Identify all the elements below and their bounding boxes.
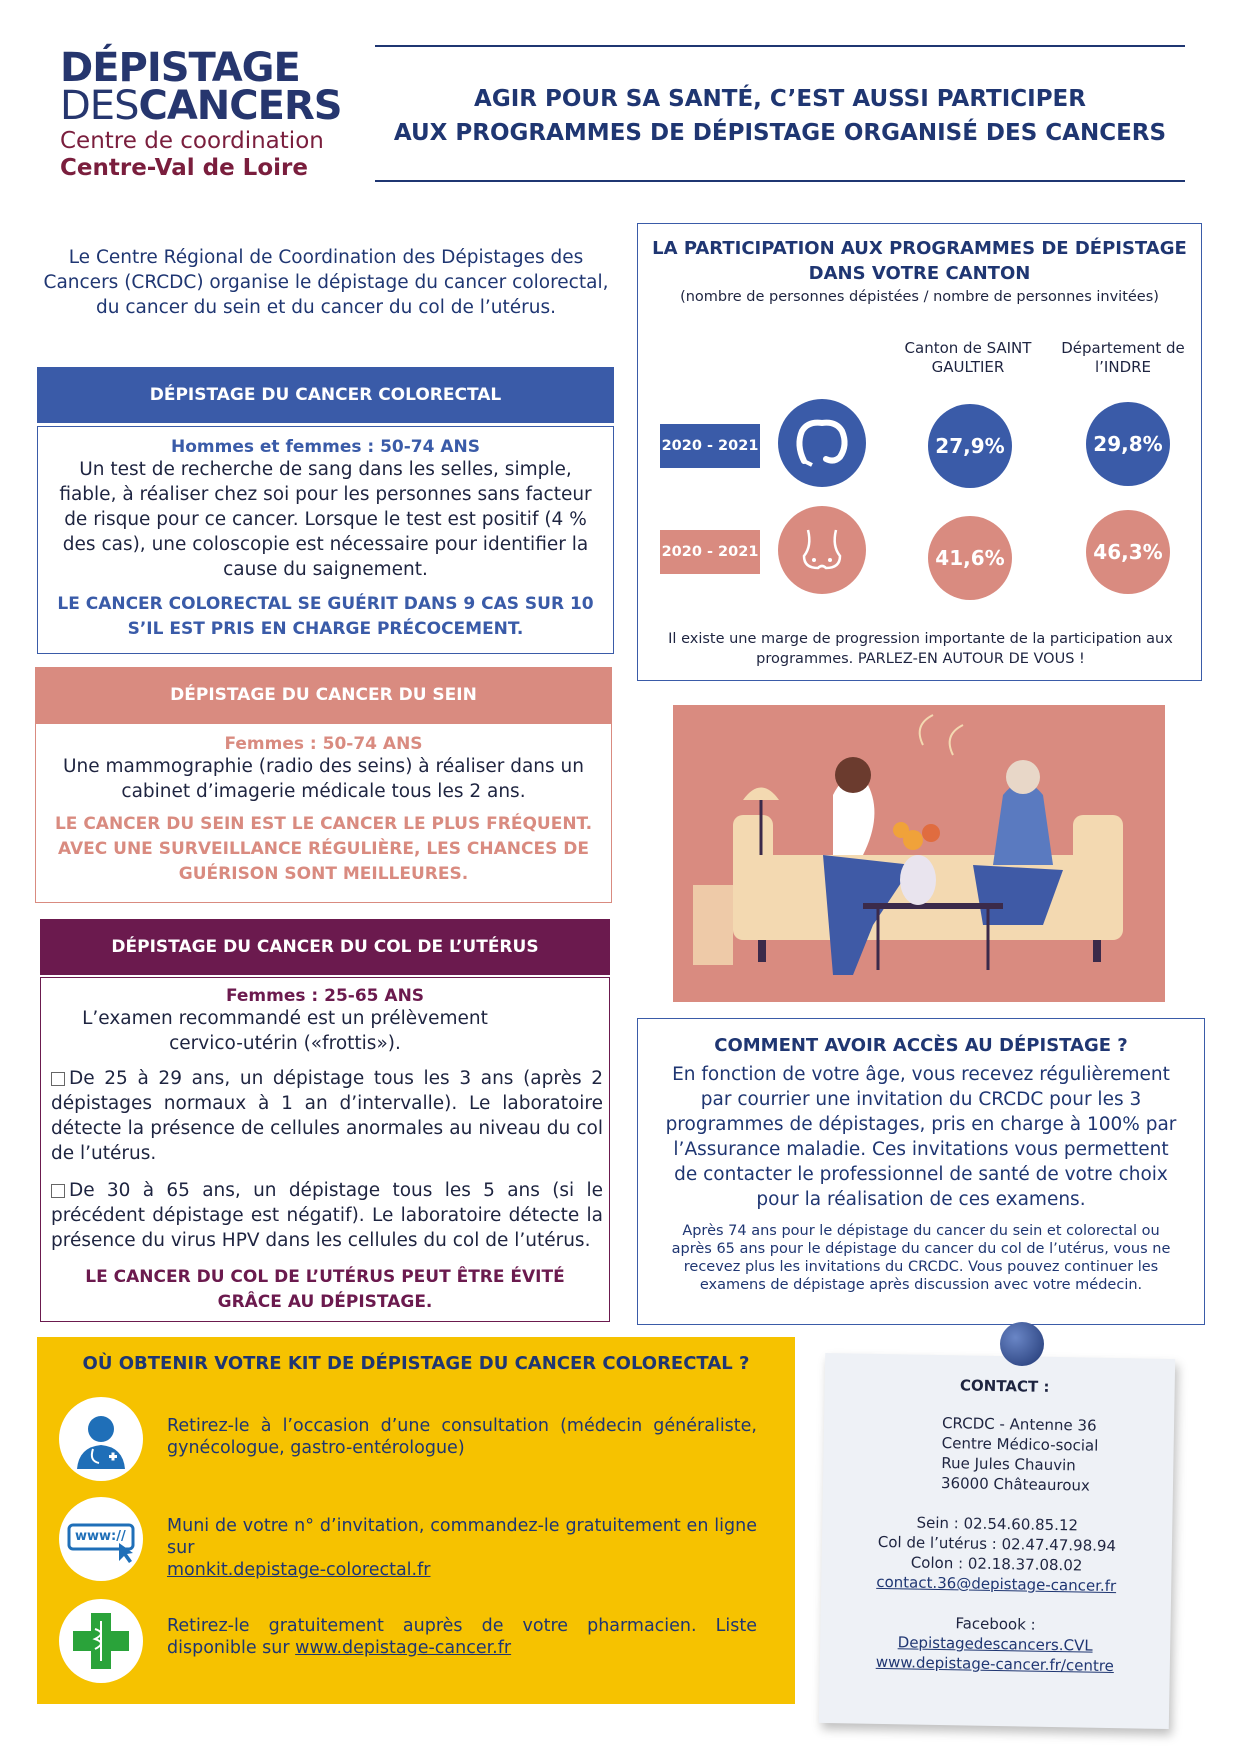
sein-title: DÉPISTAGE DU CANCER DU SEIN xyxy=(35,667,612,723)
logo-line-3: Centre de coordination xyxy=(60,128,324,154)
headline-line-1: AGIR POUR SA SANTÉ, C’EST AUSSI PARTICIPER xyxy=(474,86,1086,112)
contact-address: CRCDC - Antenne 36 Centre Médico-social Rue Jules Chauvin 36000 Châteauroux xyxy=(940,1414,1099,1495)
sein-box xyxy=(35,723,612,903)
kit-item-doctor: Retirez-le à l’occasion d’une consultation (médecin généraliste, gynécologue, gastro-entérologue) xyxy=(167,1416,757,1458)
checkbox-icon xyxy=(51,1184,65,1198)
col-audience: Femmes : 25-65 ANS xyxy=(225,986,425,1006)
pharmacy-icon xyxy=(59,1599,143,1683)
colorectal-note: LE CANCER COLORECTAL SE GUÉRIT DANS 9 CAS SUR 10 S’IL EST PRIS EN CHARGE PRÉCOCEMENT. xyxy=(57,594,594,639)
facebook-link[interactable]: Depistagedescancers.CVL xyxy=(897,1633,1093,1655)
web-icon xyxy=(59,1497,143,1581)
col-paragraph-2: De 30 à 65 ans, un dépistage tous les 5 ans (si le précédent dépistage est négatif). Le laboratoire détecte la présence du virus HPV dans les cellules du col de l’utérus. xyxy=(51,1180,603,1251)
canton-value: 41,6% xyxy=(928,516,1012,600)
checkbox-icon xyxy=(51,1072,65,1086)
doctor-icon xyxy=(59,1397,143,1481)
kit-panel xyxy=(37,1337,795,1704)
contact-note xyxy=(819,1353,1175,1729)
access-body: En fonction de votre âge, vous recevez régulièrement par courrier une invitation du CRCDC pour les 3 programmes de dépistages, pris en charge à 100% par l’Assurance maladie. Ces invitations vous permettent de contacter le professionnel de santé de votre choix pour la réalisation de ces examens. xyxy=(665,1064,1177,1210)
logo-line-4: Centre-Val de Loire xyxy=(60,155,308,181)
headline-line-2: AUX PROGRAMMES DE DÉPISTAGE ORGANISÉ DES CANCERS xyxy=(393,120,1167,146)
colorectal-audience: Hommes et femmes : 50-74 ANS xyxy=(170,437,481,457)
colorectal-title: DÉPISTAGE DU CANCER COLORECTAL xyxy=(37,367,614,423)
kit-title: OÙ OBTENIR VOTRE KIT DE DÉPISTAGE DU CANCER COLORECTAL ? xyxy=(82,1353,750,1374)
col-title: DÉPISTAGE DU CANCER DU COL DE L’UTÉRUS xyxy=(40,919,610,975)
contact-social: Facebook : Depistagedescancers.CVL www.depistage-cancer.fr/centre xyxy=(875,1614,1115,1676)
pushpin-icon xyxy=(1000,1322,1044,1366)
column-canton: Canton de SAINT GAULTIER xyxy=(904,339,1032,376)
departement-value: 29,8% xyxy=(1086,402,1170,486)
period-badge: 2020 - 2021 xyxy=(660,530,760,574)
logo-line-1: DÉPISTAGE xyxy=(60,45,300,91)
contact-title: CONTACT : xyxy=(959,1376,1050,1396)
intro-text: Le Centre Régional de Coordination des Dépistages des Cancers (CRCDC) organise le dépistage du cancer colorectal, du cancer du sein et du cancer du col de l’utérus. xyxy=(43,247,609,318)
monkit-link[interactable]: monkit.depistage-colorectal.fr xyxy=(167,1560,431,1580)
period-badge: 2020 - 2021 xyxy=(660,424,760,468)
departement-value: 46,3% xyxy=(1086,510,1170,594)
col-note: LE CANCER DU COL DE L’UTÉRUS PEUT ÊTRE ÉVITÉ GRÂCE AU DÉPISTAGE. xyxy=(85,1267,565,1312)
colon-icon xyxy=(778,399,866,487)
website-link[interactable]: www.depistage-cancer.fr/centre xyxy=(875,1652,1115,1676)
participation-title: LA PARTICIPATION AUX PROGRAMMES DE DÉPISTAGE DANS VOTRE CANTON xyxy=(652,238,1187,284)
access-title: COMMENT AVOIR ACCÈS AU DÉPISTAGE ? xyxy=(714,1035,1128,1056)
participation-subtitle: (nombre de personnes dépistées / nombre de personnes invitées) xyxy=(680,289,1159,305)
access-small-print: Après 74 ans pour le dépistage du cancer du sein et colorectal ou après 65 ans pour le dépistage du cancer du col de l’utérus, vous ne recevez plus les invitations du CRCDC. Vous pouvez continuer les examens de dépistage après discussion avec votre médecin. xyxy=(671,1223,1171,1293)
canton-value: 27,9% xyxy=(928,404,1012,488)
contact-phones: Sein : 02.54.60.85.12 Col de l’utérus : 02.47.47.98.94 Colon : 02.18.37.08.02 contact.36@depistage-cancer.fr xyxy=(876,1513,1117,1596)
sein-audience: Femmes : 50-74 ANS xyxy=(224,734,423,754)
sein-description: Une mammographie (radio des seins) à réaliser dans un cabinet d’imagerie médicale tous les 2 ans. xyxy=(62,756,584,802)
divider-top xyxy=(375,45,1185,47)
col-box xyxy=(40,977,610,1322)
web-icon-label: www:// xyxy=(75,1529,126,1544)
contact-email-link[interactable]: contact.36@depistage-cancer.fr xyxy=(876,1572,1117,1596)
col-paragraph-1: De 25 à 29 ans, un dépistage tous les 3 ans (après 2 dépistages normaux à 1 an d’intervalle). Le laboratoire détecte la présence de cellules anormales au niveau du col de l’utérus. xyxy=(51,1068,603,1164)
sein-note: LE CANCER DU SEIN EST LE CANCER LE PLUS FRÉQUENT. AVEC UNE SURVEILLANCE RÉGULIÈRE, LES CHANCES DE GUÉRISON SONT MEILLEURES. xyxy=(54,814,593,884)
colorectal-box xyxy=(37,426,614,654)
access-box xyxy=(637,1018,1205,1325)
kit-item-pharmacy: Retirez-le gratuitement auprès de votre pharmacien. Liste disponible sur www.depistage-cancer.fr xyxy=(167,1616,757,1658)
breast-icon xyxy=(778,506,866,594)
participation-box xyxy=(637,223,1202,681)
divider-bottom xyxy=(375,180,1185,182)
depistage-cancer-link[interactable]: www.depistage-cancer.fr xyxy=(295,1638,512,1658)
colorectal-description: Un test de recherche de sang dans les selles, simple, fiable, à réaliser chez soi pour les personnes sans facteur de risque pour ce cancer. Lorsque le test est positif (4 % des cas), une coloscopie est nécessaire pour identifier la cause du saignement. xyxy=(59,459,592,580)
kit-item-online: Muni de votre n° d’invitation, commandez-le gratuitement en ligne sur monkit.depistage-colorectal.fr xyxy=(167,1516,757,1580)
col-description: L’examen recommandé est un prélèvement cervico-utérin («frottis»). xyxy=(82,1008,488,1054)
participation-note: Il existe une marge de progression importante de la participation aux programmes. PARLEZ-EN AUTOUR DE VOUS ! xyxy=(668,631,1173,667)
illustration-two-women xyxy=(673,705,1165,1002)
column-departement: Département de l’INDRE xyxy=(1061,339,1185,376)
logo-line-2: DESCANCERS xyxy=(60,83,342,129)
